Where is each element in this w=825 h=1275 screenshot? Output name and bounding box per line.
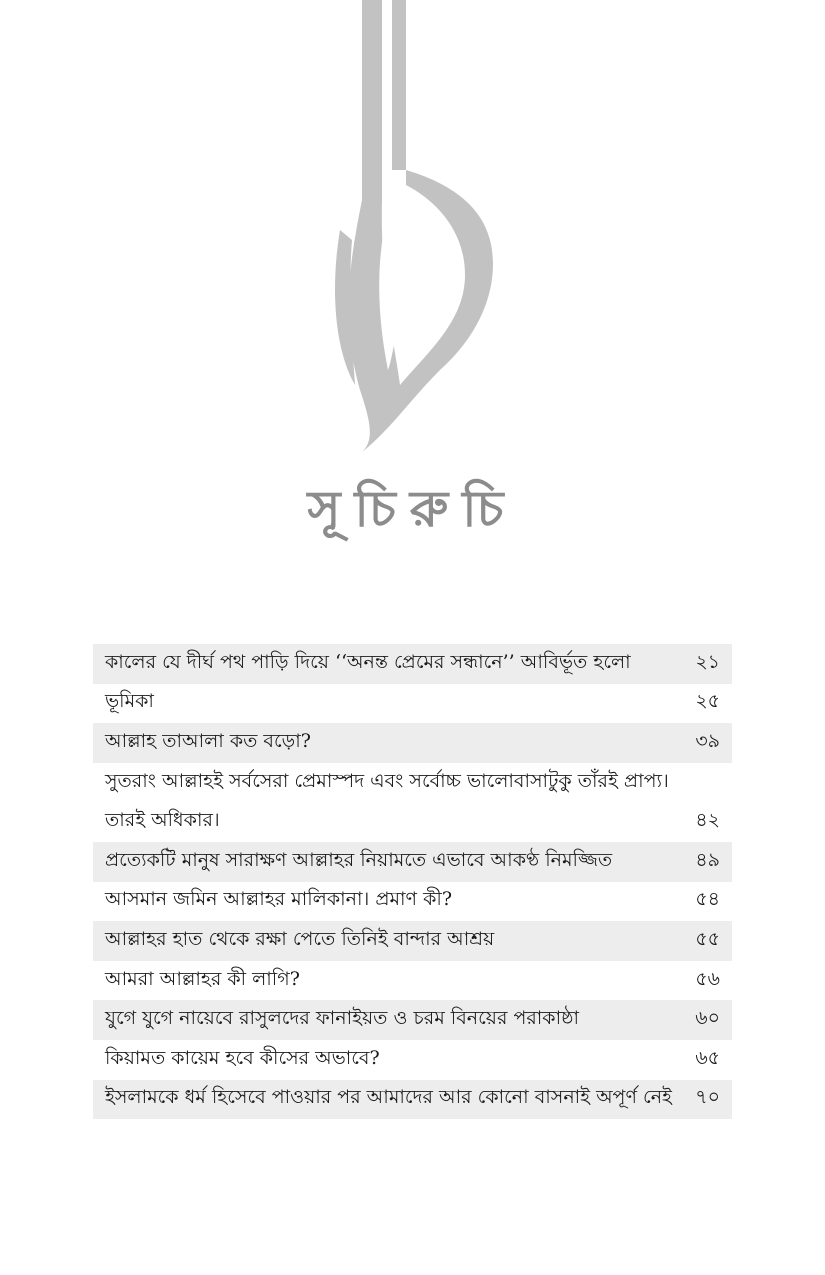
toc-entry [93, 921, 732, 961]
toc-entry [93, 1040, 732, 1080]
toc-entry-page: ৭০ [695, 1086, 720, 1109]
toc-entry-page: ৬৫ [695, 1046, 720, 1069]
toc-entry-page: ৩৯ [695, 729, 720, 752]
toc-entry [93, 644, 732, 684]
toc-entry [93, 842, 732, 882]
toc-entry-page: ৫৫ [695, 927, 720, 950]
toc-entry-title: ইসলামকে ধর্ম হিসেবে পাওয়ার পর আমাদের আর কোনো বাসনাই অপূর্ণ নেই [105, 1086, 672, 1109]
toc-entry-title: আল্লাহ তাআলা কত বড়ো? [105, 729, 311, 752]
toc-entry-title: আমরা আল্লাহর কী লাগি? [105, 967, 300, 990]
toc-entry [93, 1000, 732, 1040]
toc-entry-page: ২৫ [695, 690, 720, 713]
toc-entry-title-line2: তারই অধিকার। [105, 809, 220, 832]
toc-entry-page: ৪৯ [695, 848, 720, 871]
toc-entry-title: কালের যে দীর্ঘ পথ পাড়ি দিয়ে ‘‘অনন্ত প্রেমের সন্ধানে’’ আবির্ভূত হলো [105, 650, 631, 673]
toc-entry [93, 723, 732, 763]
decorative-ornament [300, 0, 520, 460]
toc-entry-page: ৬০ [695, 1007, 720, 1030]
toc-entry-page: ২১ [695, 650, 720, 673]
toc-entry-title: ভূমিকা [105, 690, 154, 713]
toc-entry-page: ৫৪ [695, 888, 720, 911]
toc-entry [93, 763, 732, 803]
toc-entry-title: সুতরাং আল্লাহই সর্বসেরা প্রেমাস্পদ এবং সর্বোচ্চ ভালোবাসাটুকু তাঁরই প্রাপ্য। [105, 769, 669, 792]
toc-entry-page: ৫৬ [695, 967, 720, 990]
toc-entry-title: আসমান জমিন আল্লাহর মালিকানা। প্রমাণ কী? [105, 888, 453, 911]
toc-entry-page: ৪২ [695, 809, 720, 832]
toc-entry-title: প্রত্যেকটি মানুষ সারাক্ষণ আল্লাহর নিয়ামতে এভাবে আকণ্ঠ নিমজ্জিত [105, 848, 613, 871]
table-of-contents [93, 644, 732, 1119]
toc-entry-title: আল্লাহর হাত থেকে রক্ষা পেতে তিনিই বান্দার আশ্রয় [105, 927, 495, 950]
toc-entry [93, 684, 732, 724]
toc-entry [93, 882, 732, 922]
toc-entry [93, 1080, 732, 1120]
toc-entry-title: কিয়ামত কায়েম হবে কীসের অভাবে? [105, 1046, 380, 1069]
toc-entry [93, 961, 732, 1001]
page-title: সূচিরুচি [307, 480, 518, 538]
toc-entry-continued [93, 802, 732, 842]
toc-entry-title: যুগে যুগে নায়েবে রাসুলদের ফানাইয়ত ও চরম বিনয়ের পরাকাষ্ঠা [105, 1007, 579, 1030]
